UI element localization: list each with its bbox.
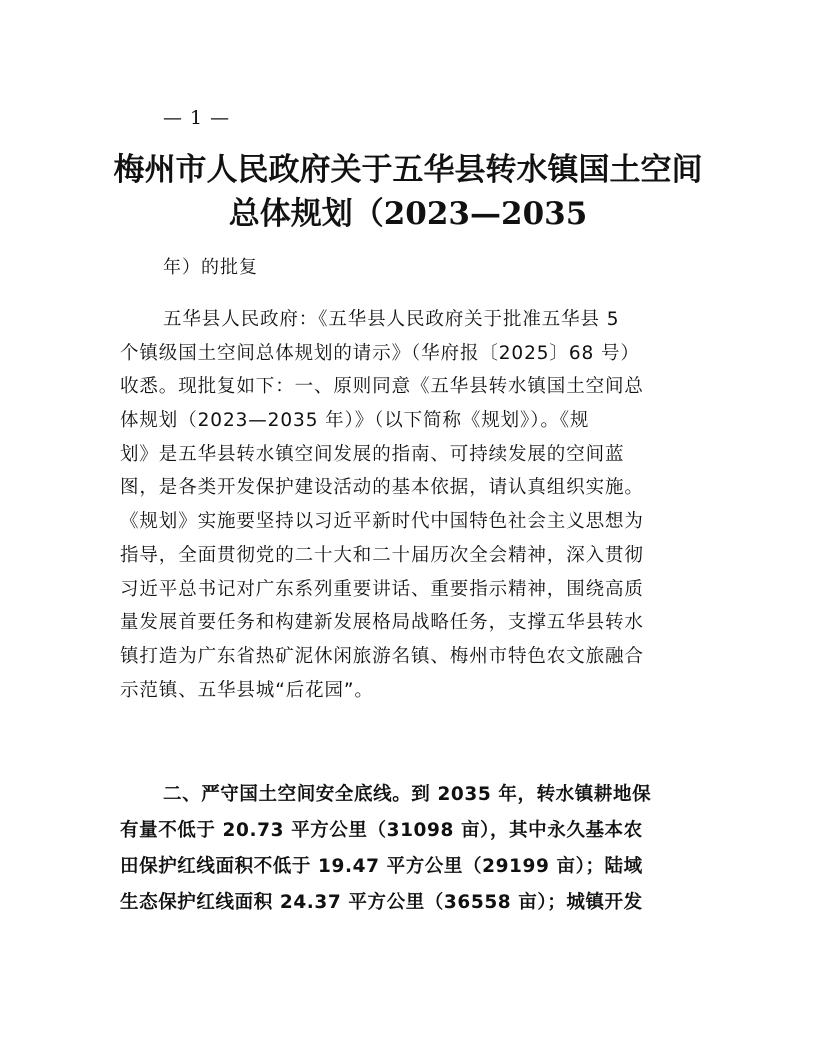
document-title-line-3: 年）的批复: [163, 257, 258, 278]
paragraph-line: 镇打造为广东省热矿泥休闲旅游名镇、梅州市特色农文旅融合: [120, 645, 644, 667]
document-title-line-2: 总体规划（2023—2035: [228, 196, 588, 232]
paragraph-line: 有量不低于 20.73 平方公里（31098 亩），其中永久基本农: [120, 820, 643, 841]
paragraph-line: 生态保护红线面积 24.37 平方公里（36558 亩）；城镇开发: [120, 892, 643, 913]
paragraph-line: 习近平总书记对广东系列重要讲话、重要指示精神，围绕高质: [120, 578, 644, 600]
paragraph-line: 田保护红线面积不低于 19.47 平方公里（29199 亩）；陆域: [120, 856, 643, 877]
paragraph-line: 《规划》实施要坚持以习近平新时代中国特色社会主义思想为: [120, 511, 644, 533]
paragraph-line: 划》是五华县转水镇空间发展的指南、可持续发展的空间蓝: [120, 443, 625, 465]
paragraph-line: 五华县人民政府：《五华县人民政府关于批准五华县 5: [163, 309, 620, 330]
body-paragraph-2: [120, 777, 700, 921]
paragraph-line: 体规划（2023—2035 年）》（以下简称《规划》）。《规: [120, 410, 590, 432]
document-title-line-1: 梅州市人民政府关于五华县转水镇国土空间: [113, 152, 703, 188]
body-paragraph-1: [120, 303, 700, 707]
paragraph-line: 量发展首要任务和构建新发展格局战略任务，支撑五华县转水: [120, 612, 644, 634]
paragraph-line: 图，是各类开发保护建设活动的基本依据，请认真组织实施。: [120, 477, 644, 499]
paragraph-line: 示范镇、五华县城“后花园”。: [120, 679, 374, 701]
paragraph-line: 个镇级国土空间总体规划的请示》（华府报〔2025〕68 号）: [120, 342, 640, 364]
paragraph-line: 收悉。现批复如下：一、原则同意《五华县转水镇国土空间总: [120, 376, 644, 398]
page-number: — 1 —: [163, 107, 231, 129]
paragraph-line: 指导，全面贯彻党的二十大和二十届历次全会精神，深入贯彻: [120, 544, 644, 566]
paragraph-line: 二、严守国土空间安全底线。到 2035 年，转水镇耕地保: [163, 784, 652, 805]
